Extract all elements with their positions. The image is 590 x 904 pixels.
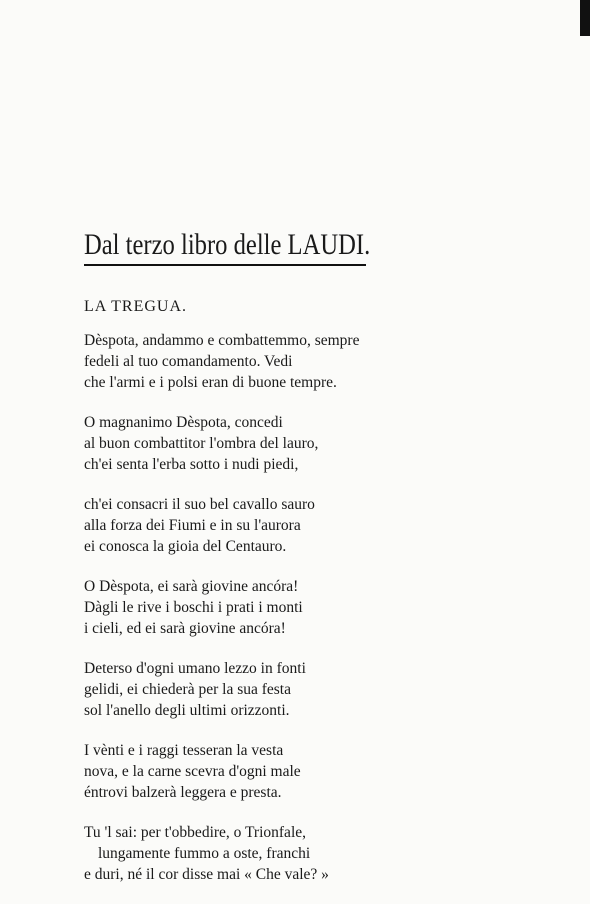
stanza-3 [84,494,404,557]
verse-line: alla forza dei Fiumi e in su l'aurora [84,517,301,534]
verse-line: Deterso d'ogni umano lezzo in fonti [84,660,306,677]
verse-line: O Dèspota, ei sarà giovine ancóra! [84,578,299,595]
verse-line: al buon combattitor l'ombra del lauro, [84,435,319,452]
verse-line: che l'armi e i polsi eran di buone tempre. [84,374,337,391]
verse-line: e duri, né il cor disse mai « Che vale? » [84,866,329,883]
verse-line: éntrovi balzerà leggera e presta. [84,784,282,801]
verse-line: Dèspota, andammo e combattemmo, sempre [84,332,360,349]
stanza-5 [84,658,404,721]
verse-line: nova, e la carne scevra d'ogni male [84,763,301,780]
verse-line: sol l'anello degli ultimi orizzonti. [84,702,290,719]
verse-line: i cieli, ed ei sarà giovine ancóra! [84,620,286,637]
verse-line: ch'ei senta l'erba sotto i nudi piedi, [84,456,299,473]
verse-line: Dàgli le rive i boschi i prati i monti [84,599,303,616]
stanza-4 [84,576,404,639]
page-edge-mark [580,0,590,36]
verse-line: I vènti e i raggi tesseran la vesta [84,742,284,759]
section-title: Dal terzo libro delle LAUDI. [84,228,371,261]
verse-line: gelidi, ei chiederà per la sua festa [84,681,291,698]
poem-title: LA TREGUA. [84,298,188,315]
verse-line: fedeli al tuo comandamento. Vedi [84,353,293,370]
verse-line: Tu 'l sai: per t'obbedire, o Trionfale, [84,824,307,841]
stanza-1 [84,330,404,393]
verse-line: lungamente fummo a oste, franchi [98,845,311,862]
poem-body [84,330,404,904]
title-underline [84,264,366,266]
verse-line: ch'ei consacri il suo bel cavallo sauro [84,496,315,513]
verse-line: O magnanimo Dèspota, concedi [84,414,283,431]
stanza-2 [84,412,404,475]
verse-line: ei conosca la gioia del Centauro. [84,538,287,555]
stanza-6 [84,740,404,803]
stanza-7 [84,822,404,885]
